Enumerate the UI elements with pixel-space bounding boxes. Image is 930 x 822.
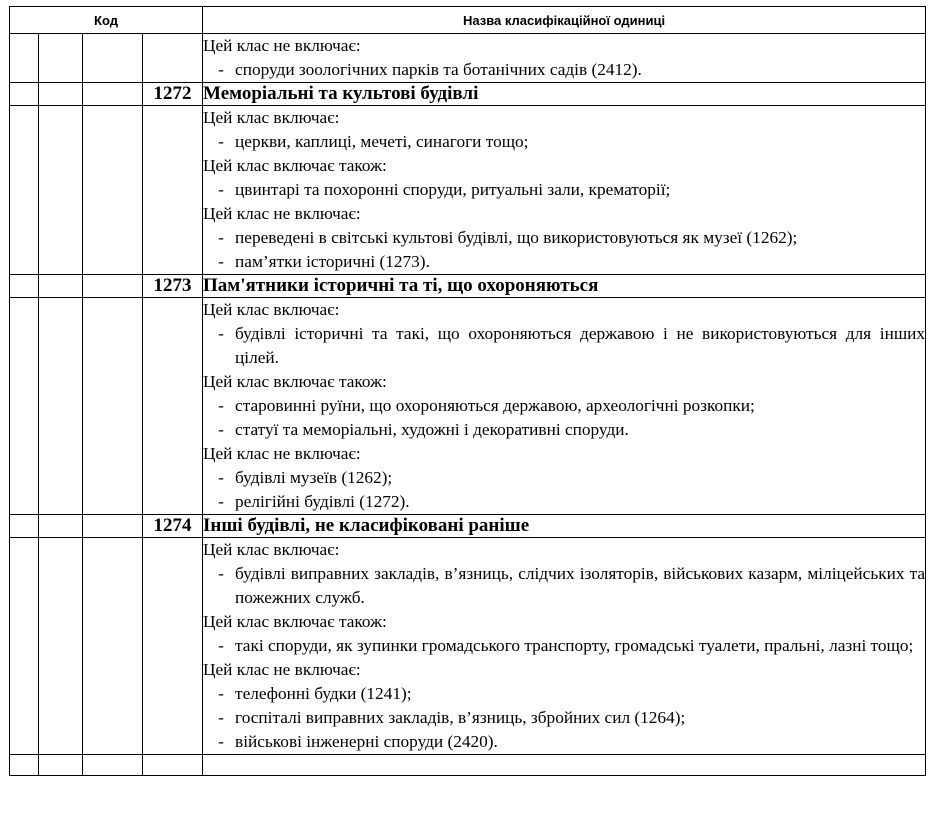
section-label: Цей клас включає:: [203, 300, 340, 319]
list-item-text: госпіталі виправних закладів, в’язниць, збройних сил (1264);: [235, 708, 686, 727]
bullet-dash: -: [218, 396, 224, 415]
empty-code-cell: [143, 755, 203, 776]
empty-code-cell: [10, 298, 39, 515]
empty-code-cell: [83, 34, 143, 83]
empty-code-cell: [83, 538, 143, 755]
list-item: [203, 322, 925, 370]
empty-code-cell: [39, 275, 83, 298]
class-heading-row: [10, 275, 926, 298]
class-heading-row: [10, 83, 926, 106]
list-item: [203, 418, 925, 442]
list-item-text: споруди зоологічних парків та ботанічних садів (2412).: [235, 60, 642, 79]
empty-code-cell: [203, 755, 926, 776]
class-code: 1273: [143, 275, 203, 298]
bullet-dash: -: [218, 228, 224, 247]
empty-code-cell: [39, 755, 83, 776]
empty-code-cell: [39, 106, 83, 275]
list-item: [203, 58, 925, 82]
empty-code-cell: [83, 515, 143, 538]
bullet-dash: -: [218, 636, 224, 655]
list-item-text: військові інженерні споруди (2420).: [235, 732, 498, 751]
list-item: [203, 130, 925, 154]
table-header-row: [10, 7, 926, 34]
list-item: [203, 394, 925, 418]
list-item: [203, 682, 925, 706]
bullet-dash: -: [218, 468, 224, 487]
empty-code-cell: [10, 83, 39, 106]
list-item: [203, 634, 925, 658]
bullet-dash: -: [218, 684, 224, 703]
section-label: Цей клас включає:: [203, 540, 340, 559]
list-item-text: пам’ятки історичні (1273).: [235, 252, 430, 271]
list-item: [203, 226, 925, 250]
empty-code-cell: [143, 538, 203, 755]
empty-code-cell: [39, 34, 83, 83]
section-label: Цей клас включає також:: [203, 372, 387, 391]
classification-table: [9, 6, 926, 776]
class-description: [203, 298, 926, 515]
bullet-dash: -: [218, 708, 224, 727]
section-label: Цей клас включає також:: [203, 612, 387, 631]
empty-code-cell: [143, 106, 203, 275]
empty-code-cell: [143, 34, 203, 83]
empty-code-cell: [83, 106, 143, 275]
list-item-text: цвинтарі та похоронні споруди, ритуальні зали, крематорії;: [235, 180, 671, 199]
bullet-dash: -: [218, 324, 224, 343]
list-item-text: старовинні руїни, що охороняються державою, археологічні розкопки;: [235, 396, 755, 415]
section-label: Цей клас не включає:: [203, 204, 361, 223]
list-item-text: будівлі музеїв (1262);: [235, 468, 393, 487]
class-description-row: [10, 34, 926, 83]
table-body: [10, 34, 926, 776]
section-label: Цей клас включає:: [203, 108, 340, 127]
class-code: 1272: [143, 83, 203, 106]
bullet-dash: -: [218, 492, 224, 511]
list-item-text: релігійні будівлі (1272).: [235, 492, 410, 511]
empty-code-cell: [10, 106, 39, 275]
class-title: Інші будівлі, не класифіковані раніше: [203, 515, 926, 538]
list-item: [203, 706, 925, 730]
class-description-row: [10, 538, 926, 755]
bullet-dash: -: [218, 132, 224, 151]
table-row-continuation: [10, 755, 926, 776]
empty-code-cell: [10, 538, 39, 755]
list-item-text: статуї та меморіальні, художні і декоративні споруди.: [235, 420, 629, 439]
section-label: Цей клас не включає:: [203, 36, 361, 55]
section-label: Цей клас не включає:: [203, 444, 361, 463]
empty-code-cell: [10, 755, 39, 776]
header-name: Назва класифікаційної одиниці: [203, 7, 926, 34]
empty-code-cell: [83, 275, 143, 298]
empty-code-cell: [10, 275, 39, 298]
empty-code-cell: [39, 538, 83, 755]
empty-code-cell: [143, 298, 203, 515]
bullet-dash: -: [218, 180, 224, 199]
list-item: [203, 250, 925, 274]
list-item-text: будівлі історичні та такі, що охороняються державою і не використовуються для інших цілей.: [235, 324, 926, 367]
list-item-text: переведені в світські культові будівлі, що використовуються як музеї (1262);: [235, 228, 798, 247]
list-item-text: будівлі виправних закладів, в’язниць, слідчих ізоляторів, військових казарм, міліцейських та пожежних служб.: [235, 564, 926, 607]
class-description: [203, 34, 926, 83]
bullet-dash: -: [218, 420, 224, 439]
empty-code-cell: [39, 83, 83, 106]
class-title: Меморіальні та культові будівлі: [203, 83, 926, 106]
list-item: [203, 730, 925, 754]
class-description: [203, 538, 926, 755]
list-item: [203, 178, 925, 202]
bullet-dash: -: [218, 252, 224, 271]
bullet-dash: -: [218, 732, 224, 751]
list-item: [203, 490, 925, 514]
empty-code-cell: [83, 83, 143, 106]
header-code: Код: [10, 7, 203, 34]
bullet-dash: -: [218, 564, 224, 583]
empty-code-cell: [83, 298, 143, 515]
class-description-row: [10, 106, 926, 275]
empty-code-cell: [39, 298, 83, 515]
empty-code-cell: [39, 515, 83, 538]
empty-code-cell: [10, 34, 39, 83]
list-item-text: телефонні будки (1241);: [235, 684, 412, 703]
empty-code-cell: [10, 515, 39, 538]
class-title: Пам'ятники історичні та ті, що охороняються: [203, 275, 926, 298]
class-description-row: [10, 298, 926, 515]
list-item: [203, 562, 925, 610]
class-description: [203, 106, 926, 275]
list-item: [203, 466, 925, 490]
list-item-text: церкви, каплиці, мечеті, синагоги тощо;: [235, 132, 529, 151]
bullet-dash: -: [218, 60, 224, 79]
empty-code-cell: [83, 755, 143, 776]
list-item-text: такі споруди, як зупинки громадського транспорту, громадські туалети, пральні, лазні тощо;: [235, 636, 914, 655]
section-label: Цей клас не включає:: [203, 660, 361, 679]
class-heading-row: [10, 515, 926, 538]
section-label: Цей клас включає також:: [203, 156, 387, 175]
class-code: 1274: [143, 515, 203, 538]
